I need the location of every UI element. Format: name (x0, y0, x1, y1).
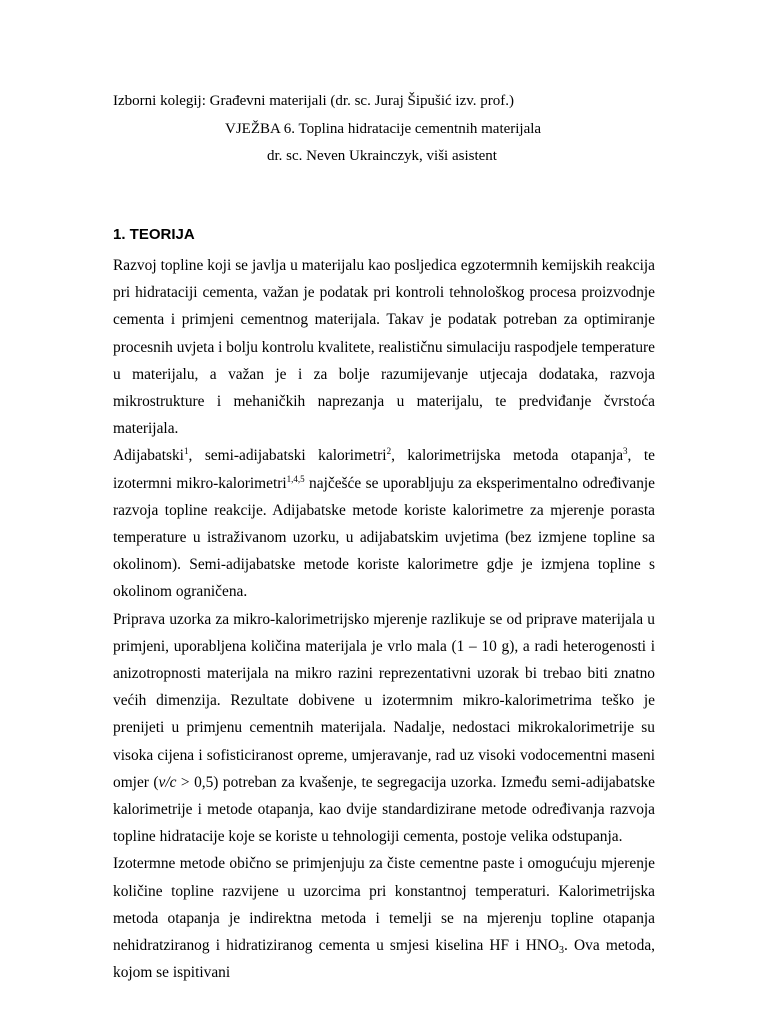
subscript: 3 (559, 945, 565, 957)
citation-ref: 2 (386, 446, 392, 457)
text-run: Adijabatski (113, 447, 184, 465)
text-run: > 0,5) potreban za kvašenje, te segregacija uzorka. Između semi-adijabatske kalorimetrije i metode otapanja, kao dvije standardizirane metode određivanja razvoja topline hidratacije koje se koriste u tehnologiji cementa, postoje velika odstupanja. (113, 773, 655, 846)
ratio-symbol: v/c (158, 773, 177, 791)
text-run: , kalorimetrijska metoda otapanja (391, 447, 624, 465)
paragraph-calorimeters (113, 442, 655, 605)
paragraph-microcalorimetry (113, 606, 655, 851)
text-run: Izotermne metode obično se primjenjuju za čiste cementne paste i omogućuju mjerenje količine topline razvijene u uzorcima pri konstantnoj temperaturi. Kalorimetrijska metoda otapanja je indirektna metoda i temelji se na mjerenju topline otapanja nehidratziranog i hidratiziranog cementa u smjesi kiselina HF i HNO (113, 855, 655, 955)
text-run: najčešće se uporabljuju za eksperimentalno određivanje razvoja topline reakcije. Adijabatske metode koriste kalorimetre za mjerenje porasta temperature u istraživanom uzorku, u adijabatskim uvjetima (bez izmjene topline sa okolinom). Semi-adijabatske metode koriste kalorimetre gdje je izmjena topline s okolinom ograničena. (113, 474, 655, 601)
paragraph-isothermal (113, 850, 655, 986)
section-heading: 1. TEORIJA (113, 226, 195, 243)
citation-ref: 1,4,5 (286, 473, 305, 484)
text-run: . Ova metoda, kojom se ispitivani (113, 937, 655, 982)
citation-ref: 1 (183, 446, 189, 457)
text-run: , te izotermni mikro-kalorimetri (113, 447, 656, 492)
body-text (113, 252, 655, 986)
text-run: Priprava uzorka za mikro-kalorimetrijsko mjerenje razlikuje se od priprave materijala u primjeni, uporabljena količina materijala je vrlo mala (1 – 10 g), a radi heterogenosti i anizotropnosti materijala na mikro razini reprezentativni uzorak bi trebao biti znatno većih dimenzija. Rezultate dobivene u izotermnim mikro-kalorimetrima teško je prenijeti u primjenu cementnih materijala. Nadalje, nedostaci mikrokalorimetrije su visoka cijena i sofisticiranost opreme, umjeravanje, rad uz visoki vodocementni maseni omjer ( (113, 610, 655, 791)
course-line: Izborni kolegij: Građevni materijali (dr. sc. Juraj Šipušić izv. prof.) (113, 93, 515, 109)
citation-ref: 3 (623, 446, 628, 457)
exercise-title: VJEŽBA 6. Toplina hidratacije cementnih materijala (225, 121, 542, 137)
assistant-line: dr. sc. Neven Ukrainczyk, viši asistent (267, 148, 497, 164)
text-run: , semi-adijabatski kalorimetri (188, 447, 387, 465)
paragraph-intro: Razvoj topline koji se javlja u materijalu kao posljedica egzotermnih kemijskih reakcija pri hidrataciji cementa, važan je podatak pri kontroli tehnološkog procesa proizvodnje cementa i primjeni cementnog materijala. Takav je podatak potreban za optimiranje procesnih uvjeta i bolju kontrolu kvalitete, realističnu simulaciju raspodjele temperature u materijalu, a važan je i za bolje razumijevanje utjecaja dodataka, razvoja mikrostrukture i mehaničkih naprezanja u materijalu, te predviđanje čvrstoća materijala. (113, 257, 655, 438)
